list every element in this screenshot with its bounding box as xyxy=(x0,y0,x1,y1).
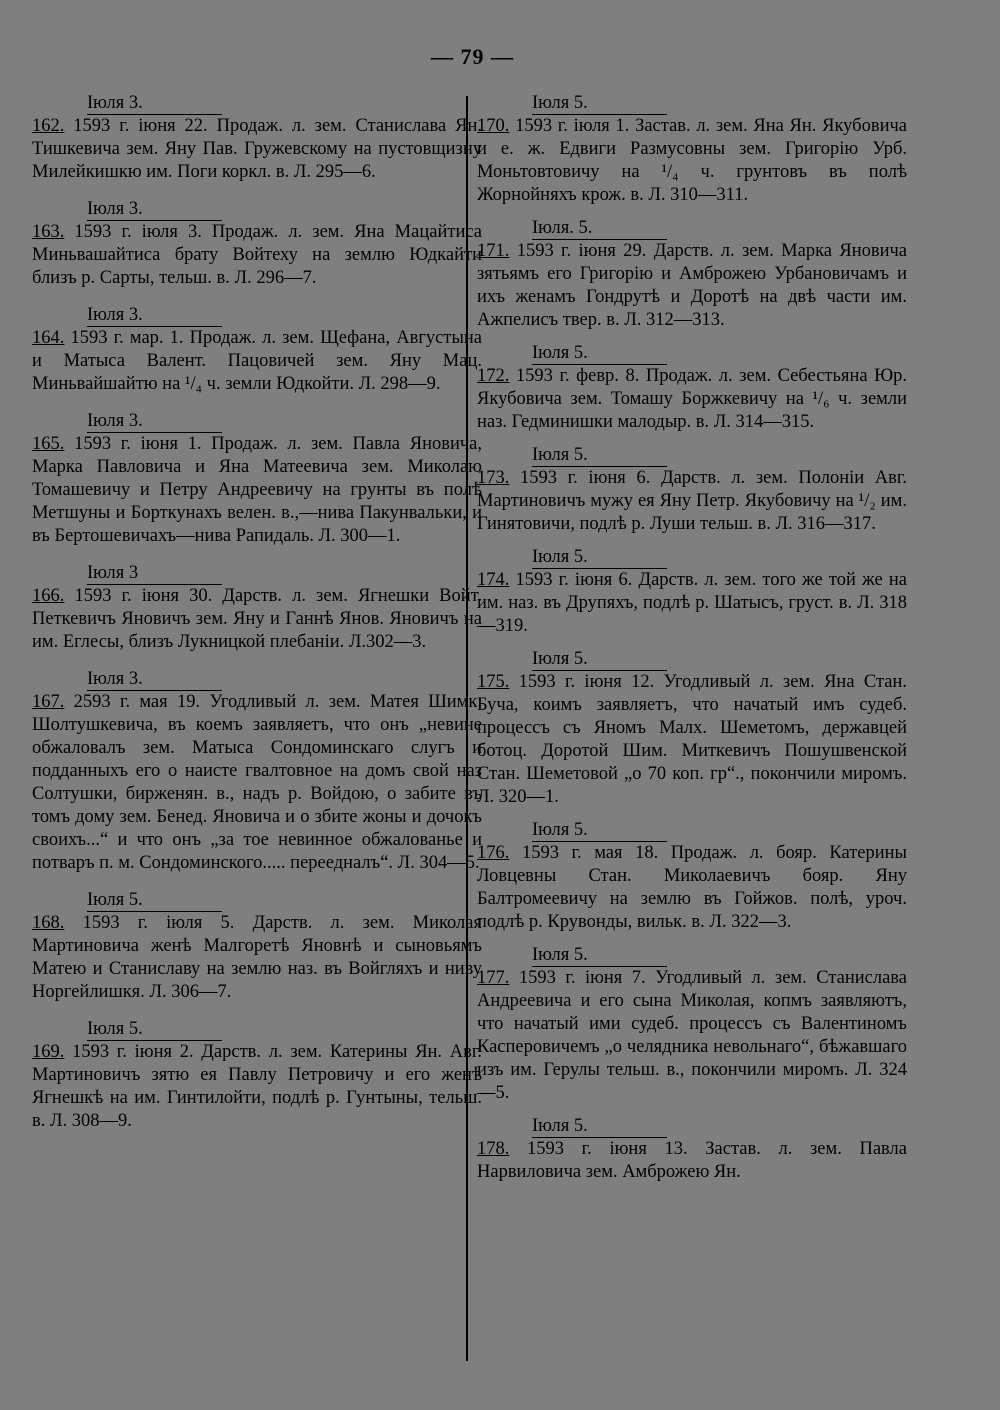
entry-body: 1593 г. февр. 8. Продаж. л. зем. Себестьяна Юр. Якубовича зем. Томашу Боржкевичу на ¹/₆ ч. земли наз. Гедминишки малодыр. в. Л. 314—315. xyxy=(477,366,907,432)
entry-date-heading: Іюля 3. xyxy=(87,410,222,433)
register-entry xyxy=(32,1018,482,1133)
entry-number: 169. xyxy=(32,1042,65,1062)
entry-date-heading: Іюля 3. xyxy=(87,668,222,691)
entry-text xyxy=(32,691,482,875)
entry-text xyxy=(477,842,907,934)
entry-date-heading: Іюля. 5. xyxy=(532,217,667,240)
register-entry xyxy=(477,1115,907,1184)
entry-body: 1593 г. іюня 12. Угодливый л. зем. Яна Стан. Буча, коимъ заявляетъ, что начатый имъ судеб. процессъ съ Яномъ Малх. Шеметомъ, державцей ботоц. Доротой Шим. Миткевичъ Пошушвенской Стан. Шеметовой „о 70 коп. гр“., покончили миромъ. Л. 320—1. xyxy=(477,672,907,807)
entry-text xyxy=(477,1138,907,1184)
entry-number: 165. xyxy=(32,434,65,454)
entry-body: 1593 г. іюня 7. Угодливый л. зем. Станислава Андреевича и его сына Миколая, копмъ заявляютъ, что начатый ими судеб. процессъ съ Валентиномъ Касперовичемъ „о челядника невольнаго“, бѣжавшаго изъ им. Герулы тельш. в., покончили миромъ. Л. 324—5. xyxy=(477,968,907,1103)
entry-date-heading: Іюля 3 xyxy=(87,562,222,585)
entry-text xyxy=(32,433,482,548)
register-entry xyxy=(477,342,907,434)
entry-text xyxy=(32,912,482,1004)
entry-body: 1593 г. іюня 6. Дарств. л. зем. того же той же на им. наз. въ Друпяхъ, подлѣ р. Шатысъ, груст. в. Л. 318—319. xyxy=(477,570,907,636)
entry-number: 171. xyxy=(477,241,510,261)
entry-number: 168. xyxy=(32,913,65,933)
register-entry xyxy=(32,410,482,548)
register-entry xyxy=(32,198,482,290)
entry-body: 1593 г. іюня 13. Застав. л. зем. Павла Нарвиловича зем. Амброжею Ян. xyxy=(477,1139,907,1182)
entry-date-heading: Іюля 5. xyxy=(87,1018,222,1041)
entry-text xyxy=(477,467,907,536)
register-entry xyxy=(477,444,907,536)
entry-date-heading: Іюля 5. xyxy=(532,944,667,967)
entry-number: 177. xyxy=(477,968,510,988)
left-column xyxy=(32,92,482,1133)
entry-text xyxy=(32,221,482,290)
entry-body: 1593 г. іюля 5. Дарств. л. зем. Миколая Мартиновича женѣ Малгоретѣ Яновнѣ и сыновьямъ Матею и Станиславу на землю наз. въ Войгляхъ и ниву Норгейлишкя. Л. 306—7. xyxy=(32,913,482,1002)
register-entry xyxy=(32,668,482,875)
entry-body: 1593 г. мар. 1. Продаж. л. зем. Щефана, Августына и Матыса Валент. Пацовичей зем. Яну Мац. Миньвайшайтю на ¹/₄ ч. земли Юдкойти. Л. 298—9. xyxy=(32,328,482,394)
register-entry xyxy=(477,648,907,809)
register-entry xyxy=(32,889,482,1004)
entry-number: 173. xyxy=(477,468,510,488)
entry-body: 1593 г. іюня 30. Дарств. л. зем. Ягнешки Войт. Петкевичъ Яновичъ зем. Яну и Ганнѣ Янов. Яновичъ на им. Еглесы, близъ Лукницкой плебаніи. Л.302—3. xyxy=(32,586,482,652)
entry-text xyxy=(32,327,482,396)
register-entry xyxy=(477,546,907,638)
entry-number: 178. xyxy=(477,1139,510,1159)
entry-body: 1593 г. іюня 6. Дарств. л. зем. Полоніи Авг. Мартиновичъ мужу ея Яну Петр. Якубовичу на ¹/₂ им. Гинятовичи, подлѣ р. Луши тельш. в. Л. 316—317. xyxy=(477,468,907,534)
register-entry xyxy=(477,944,907,1105)
entry-text xyxy=(477,967,907,1105)
entry-date-heading: Іюля 5. xyxy=(532,648,667,671)
register-entry xyxy=(32,562,482,654)
entry-text xyxy=(477,365,907,434)
entry-date-heading: Іюля 5. xyxy=(532,819,667,842)
entry-text xyxy=(32,1041,482,1133)
entry-number: 170. xyxy=(477,116,510,136)
entry-date-heading: Іюля 5. xyxy=(532,342,667,365)
register-entry xyxy=(477,217,907,332)
entry-body: 1593 г. іюня 22. Продаж. л. зем. Станислава Ян. Тишкевича зем. Яну Пав. Гружевскому на пустовщизну Милейкишкю им. Поги коркл. в. Л. 295—6. xyxy=(32,116,482,182)
entry-date-heading: Іюля 5. xyxy=(532,92,667,115)
entry-date-heading: Іюля 3. xyxy=(87,304,222,327)
entry-text xyxy=(32,585,482,654)
entry-date-heading: Іюля 3. xyxy=(87,198,222,221)
right-column xyxy=(477,92,907,1184)
register-entry xyxy=(32,304,482,396)
entry-number: 166. xyxy=(32,586,65,606)
entry-text xyxy=(477,115,907,207)
page-number: — 79 — xyxy=(431,44,514,69)
entry-text xyxy=(32,115,482,184)
entry-text xyxy=(477,671,907,809)
entry-number: 174. xyxy=(477,570,510,590)
entry-body: 1593 г. іюня 29. Дарств. л. зем. Марка Яновича зятьямъ его Григорію и Амброжею Урбановичамъ и ихъ женамъ Гондрутѣ и Доротѣ на двѣ части им. Ажпелисъ твер. в. Л. 312—313. xyxy=(477,241,907,330)
entry-number: 164. xyxy=(32,328,65,348)
entry-text xyxy=(477,569,907,638)
entry-number: 176. xyxy=(477,843,510,863)
entry-number: 167. xyxy=(32,692,65,712)
entry-body: 1593 г. мая 18. Продаж. л. бояр. Катерины Ловцевны Стан. Миколаевичъ бояр. Яну Балтромеевичу на землю въ Гойжов. полѣ, уроч. подлѣ р. Крувонды, вильк. в. Л. 322—3. xyxy=(477,843,907,932)
entry-body: 2593 г. мая 19. Угодливый л. зем. Матея Шимк. Шолтушкевича, въ коемъ заявляетъ, что онъ „невине обжаловалъ зем. Матыса Сондоминскаго слугъ и подданныхъ его о наисте гвалтовное на домъ свой наз Солтушки, бирженян. в., надъ р. Войдою, о забите въ томъ дому зем. Бенед. Яновича и о збите жоны и дочокъ своихъ...“ и что онъ „за тое невинное обжалованье и потваръ п. м. Сондоминского..... переедналъ“. Л. 304—5. xyxy=(32,692,482,873)
register-entry xyxy=(477,819,907,934)
entry-date-heading: Іюля 5. xyxy=(532,1115,667,1138)
entry-date-heading: Іюля 3. xyxy=(87,92,222,115)
entry-number: 162. xyxy=(32,116,65,136)
entry-text xyxy=(477,240,907,332)
entry-date-heading: Іюля 5. xyxy=(87,889,222,912)
entry-date-heading: Іюля 5. xyxy=(532,444,667,467)
entry-body: 1593 г. іюля 1. Застав. л. зем. Яна Ян. Якубовича и е. ж. Едвиги Размусовны зем. Григорію Урб. Моньтовтовичу на ¹/₄ ч. грунтовъ въ полѣ Жорнойняхъ крож. в. Л. 310—311. xyxy=(477,116,907,205)
entry-body: 1593 г. іюня 2. Дарств. л. зем. Катерины Ян. Авг. Мартиновичъ зятю ея Павлу Петровичу и его женѣ Ягнешкѣ на им. Гинтилойти, подлѣ р. Гунтыны, тельш. в. Л. 308—9. xyxy=(32,1042,482,1131)
entry-body: 1593 г. іюля 3. Продаж. л. зем. Яна Мацайтиса Миньвашайтиса брату Войтеху на землю Юдкайти близъ р. Сарты, тельш. в. Л. 296—7. xyxy=(32,222,482,288)
entry-date-heading: Іюля 5. xyxy=(532,546,667,569)
entry-number: 175. xyxy=(477,672,510,692)
entry-number: 163. xyxy=(32,222,65,242)
register-entry xyxy=(32,92,482,184)
entry-number: 172. xyxy=(477,366,510,386)
entry-body: 1593 г. іюня 1. Продаж. л. зем. Павла Яновича, Марка Павловича и Яна Матеевича зем. Миколаю Томашевичу и Петру Андреевичу на грунты въ полѣ Метшуны и Борткунахъ велен. в.,—нива Пакунвальки, и въ Бертошевичахъ—нива Рапидаль. Л. 300—1. xyxy=(32,434,482,546)
register-entry xyxy=(477,92,907,207)
